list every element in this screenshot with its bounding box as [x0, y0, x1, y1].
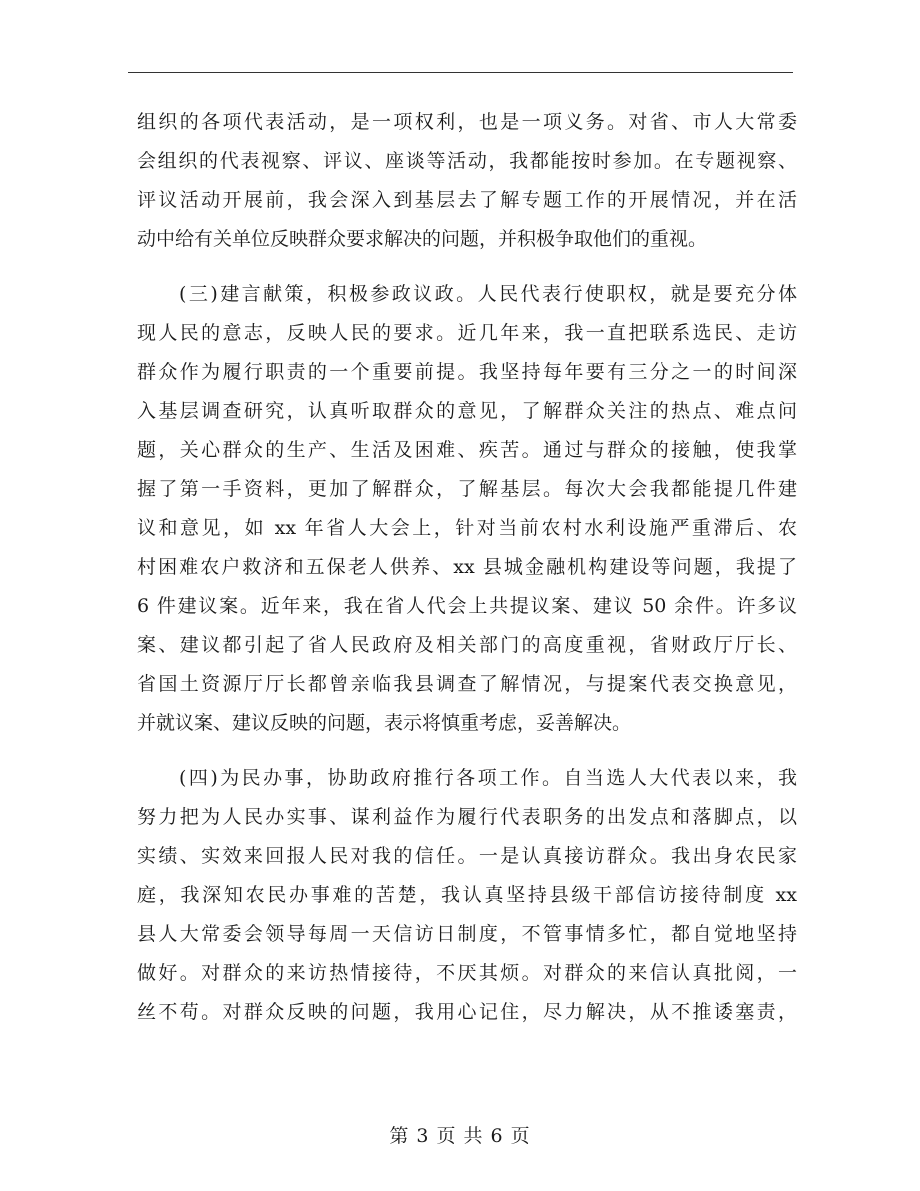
text-line: 丝不苟。对群众反映的问题，我用心记住，尽力解决，从不推诿塞责，: [137, 1001, 797, 1023]
text-line: 实绩、实效来回报人民对我的信任。一是认真接访群众。我出身农民家: [137, 845, 797, 867]
text-line: 评议活动开展前，我会深入到基层去了解专题工作的开展情况，并在活: [137, 189, 797, 211]
header-rule: [128, 72, 793, 73]
paragraph-3: [137, 759, 797, 1032]
text-line: 现人民的意志，反映人民的要求。近几年来，我一直把联系选民、走访: [137, 322, 797, 344]
document-body: [137, 103, 797, 1032]
text-line: 题，关心群众的生产、生活及困难、疾苦。通过与群众的接触，使我掌: [137, 439, 797, 461]
text-line: 会组织的代表视察、评议、座谈等活动，我都能按时参加。在专题视察、: [137, 150, 797, 172]
paragraph-2: [137, 275, 797, 743]
paragraph-1: [137, 103, 797, 259]
text-line: (四)为民办事，协助政府推行各项工作。自当选人大代表以来，我: [179, 767, 797, 789]
text-line: 入基层调查研究，认真听取群众的意见，了解群众关注的热点、难点问: [137, 400, 797, 422]
text-line: 握了第一手资料，更加了解群众，了解基层。每次大会我都能提几件建: [137, 478, 797, 500]
text-line: 6 件建议案。近年来，我在省人代会上共提议案、建议 50 余件。许多议: [137, 595, 797, 617]
text-line: 村困难农户救济和五保老人供养、xx 县城金融机构建设等问题，我提了: [137, 556, 797, 578]
text-line: 县人大常委会领导每周一天信访日制度，不管事情多忙，都自觉地坚持: [137, 923, 797, 945]
text-line: 并就议案、建议反映的问题，表示将慎重考虑，妥善解决。: [137, 712, 632, 734]
text-line: 努力把为人民办实事、谋利益作为履行代表职务的出发点和落脚点，以: [137, 806, 797, 828]
text-line: 动中给有关单位反映群众要求解决的问题，并积极争取他们的重视。: [137, 228, 708, 250]
text-line: 做好。对群众的来访热情接待，不厌其烦。对群众的来信认真批阅，一: [137, 962, 797, 984]
text-line: 庭，我深知农民办事难的苦楚，我认真坚持县级干部信访接待制度 xx: [137, 884, 797, 906]
text-line: 组织的各项代表活动，是一项权利，也是一项义务。对省、市人大常委: [137, 111, 797, 133]
page-footer: 第 3 页 共 6 页: [389, 1125, 531, 1147]
text-line: 群众作为履行职责的一个重要前提。我坚持每年要有三分之一的时间深: [137, 361, 797, 383]
text-line: 议和意见，如 xx 年省人大会上，针对当前农村水利设施严重滞后、农: [137, 517, 797, 539]
text-line: 案、建议都引起了省人民政府及相关部门的高度重视，省财政厅厅长、: [137, 634, 797, 656]
text-line: 省国土资源厅厅长都曾亲临我县调查了解情况，与提案代表交换意见，: [137, 673, 797, 695]
text-line: (三)建言献策，积极参政议政。人民代表行使职权，就是要充分体: [179, 283, 797, 305]
